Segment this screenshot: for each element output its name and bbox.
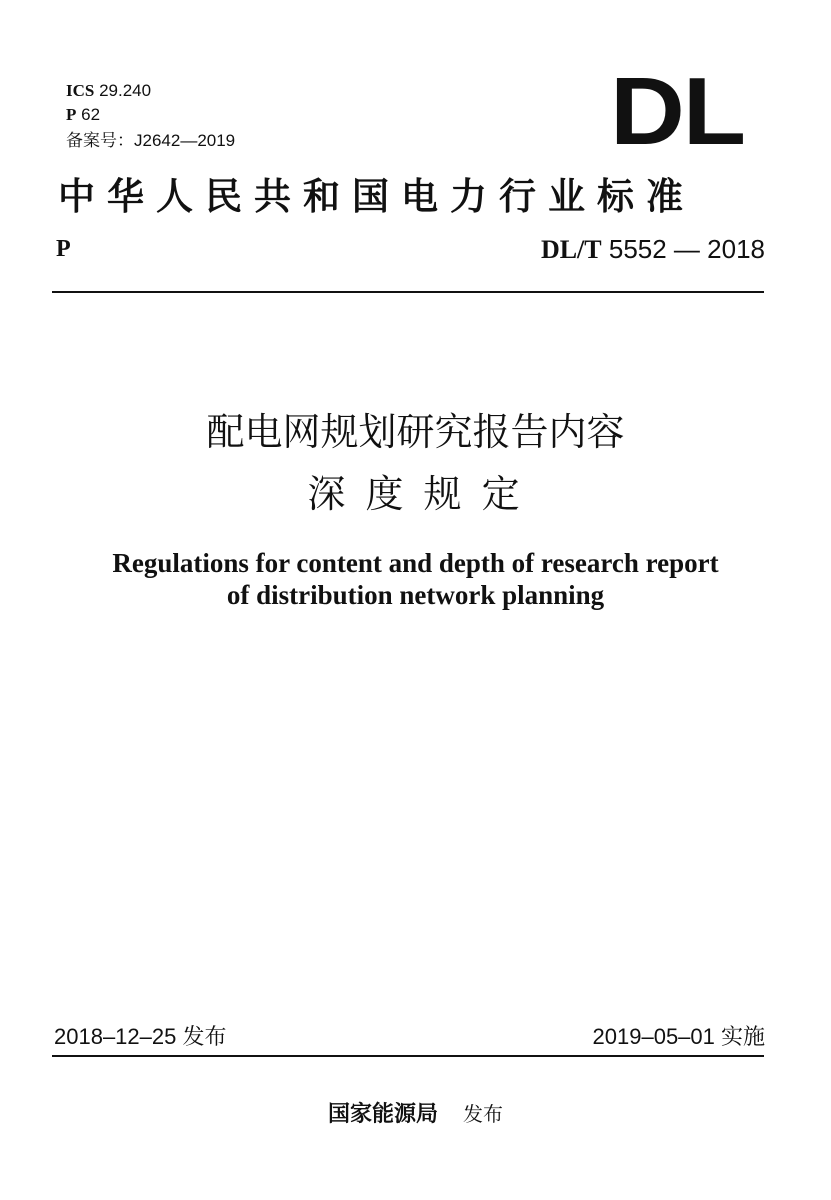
title-cn-line1: 配电网规划研究报告内容 xyxy=(206,410,625,454)
title-cn-line2: 深 度 规 定 xyxy=(307,472,524,516)
issue-date: 2018–12–25 发布 xyxy=(54,1024,227,1049)
class-line xyxy=(66,104,100,126)
issuer-line xyxy=(0,1097,831,1128)
issuer-action: 发布 xyxy=(463,1102,503,1126)
record-label: 备案号： xyxy=(66,131,134,150)
issuer-org: 国家能源局 xyxy=(327,1101,438,1127)
class-value: 62 xyxy=(81,105,101,124)
title-en-line2: of distribution network planning xyxy=(226,580,605,610)
record-value: J2642—2019 xyxy=(134,131,236,150)
standard-prefix: DL/T xyxy=(540,235,602,264)
standard-code xyxy=(541,234,765,265)
top-divider xyxy=(52,291,764,293)
class-label: P xyxy=(66,105,77,124)
title-en-line1: Regulations for content and depth of research report xyxy=(112,548,719,578)
standard-number: 5552 — 2018 xyxy=(608,234,765,264)
industry-standard-title: 中华人民共和国电力行业标准 xyxy=(58,174,695,218)
classification-letter: P xyxy=(56,236,71,262)
ics-value: 29.240 xyxy=(99,81,152,100)
bottom-divider xyxy=(52,1055,764,1057)
record-line xyxy=(66,130,235,152)
effective-date: 2019–05–01 实施 xyxy=(592,1024,765,1049)
ics-line xyxy=(66,80,151,102)
dl-logo: DL xyxy=(610,58,744,165)
ics-label: ICS xyxy=(66,81,95,100)
